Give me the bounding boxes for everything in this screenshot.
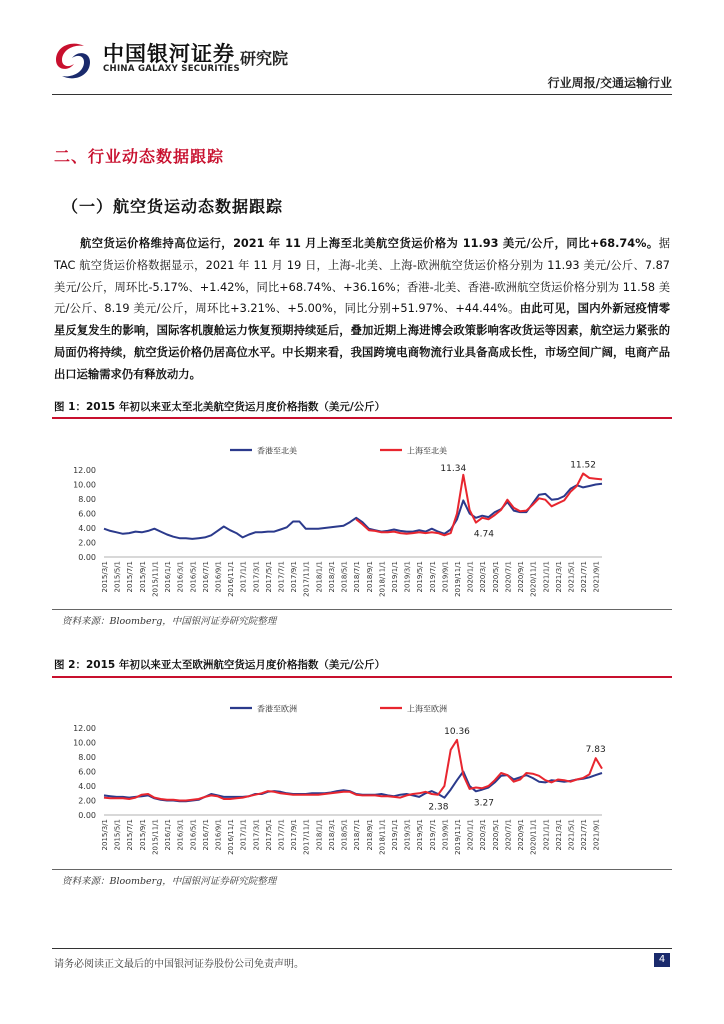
data-label: 10.36	[444, 726, 470, 737]
x-tick-label: 2018/7/1	[353, 561, 362, 593]
x-tick-label: 2019/1/1	[390, 819, 399, 851]
x-tick-label: 2017/11/1	[302, 819, 311, 855]
x-tick-label: 2020/3/1	[479, 561, 488, 593]
x-tick-label: 2018/11/1	[378, 561, 387, 597]
x-tick-label: 2017/3/1	[252, 561, 261, 593]
x-tick-label: 2021/1/1	[542, 561, 551, 593]
y-tick-label: 0.00	[78, 811, 96, 820]
x-tick-label: 2020/7/1	[504, 819, 513, 851]
series-line-2	[104, 740, 602, 801]
x-tick-label: 2020/1/1	[466, 819, 475, 851]
paragraph-body: 据 TAC 航空货运价格数据显示，2021 年 11 月 19 日，上海-北美、上海-欧洲航空货运价格分别为 11.93 美元/公斤、7.87 美元/公斤，周环比-5.17%、+1.42%，同比+68.74%、+36.16%；香港-北美、香港-欧洲航空货运价格分别为 11.58 美元/公斤、8.19 美元/公斤，周环比+3.21%、+5.00%，同比分别+51.97%、+44.44%。	[54, 237, 670, 316]
x-tick-label: 2015/5/1	[113, 561, 122, 593]
subsection-title: （一）航空货运动态数据跟踪	[62, 197, 284, 216]
x-tick-label: 2015/9/1	[138, 819, 147, 851]
figure1-top-rule	[52, 417, 672, 419]
x-tick-label: 2017/9/1	[290, 561, 299, 593]
legend-label-1: 香港至欧洲	[257, 704, 297, 714]
y-tick-label: 2.00	[78, 538, 96, 548]
x-tick-label: 2017/5/1	[264, 819, 273, 851]
x-tick-label: 2016/7/1	[201, 561, 210, 593]
x-tick-label: 2016/7/1	[201, 819, 210, 851]
x-tick-label: 2017/9/1	[290, 819, 299, 851]
x-tick-label: 2018/5/1	[340, 561, 349, 593]
data-label: 7.83	[585, 745, 606, 756]
series-line-1	[104, 772, 602, 802]
x-tick-label: 2019/7/1	[428, 561, 437, 593]
x-tick-label: 2017/1/1	[239, 819, 248, 851]
legend-label-2: 上海至北美	[407, 446, 447, 456]
x-tick-label: 2019/11/1	[454, 819, 463, 855]
y-tick-label: 2.00	[78, 796, 96, 806]
legend-label-2: 上海至欧洲	[407, 704, 447, 714]
x-tick-label: 2019/3/1	[403, 819, 412, 851]
company-logo	[50, 38, 96, 84]
logo-english-name: CHINA GALAXY SECURITIES	[103, 64, 240, 74]
x-tick-label: 2018/7/1	[353, 819, 362, 851]
x-tick-label: 2019/3/1	[403, 561, 412, 593]
figure1-source-rule	[52, 609, 672, 610]
x-tick-label: 2017/7/1	[277, 819, 286, 851]
x-tick-label: 2017/3/1	[252, 819, 261, 851]
x-tick-label: 2018/3/1	[327, 561, 336, 593]
series-line-1	[104, 484, 602, 539]
x-tick-label: 2019/9/1	[441, 819, 450, 851]
x-tick-label: 2017/5/1	[264, 561, 273, 593]
x-tick-label: 2016/9/1	[214, 819, 223, 851]
x-tick-label: 2021/1/1	[542, 819, 551, 851]
logo-chinese-name: 中国银河证券	[103, 42, 235, 66]
y-tick-label: 4.00	[78, 782, 96, 791]
x-tick-label: 2020/7/1	[504, 561, 513, 593]
x-tick-label: 2015/3/1	[101, 561, 109, 593]
y-tick-label: 12.00	[73, 724, 96, 733]
figure1-source: 资料来源：Bloomberg，中国银河证券研究院整理	[62, 616, 277, 627]
body-paragraph	[54, 233, 670, 386]
y-tick-label: 6.00	[78, 509, 96, 519]
y-tick-label: 8.00	[78, 495, 96, 504]
x-tick-label: 2018/9/1	[365, 819, 374, 851]
x-tick-label: 2017/1/1	[239, 561, 248, 593]
x-tick-label: 2020/11/1	[529, 819, 538, 855]
data-label: 4.74	[473, 529, 494, 540]
x-tick-label: 2016/11/1	[227, 561, 236, 597]
x-tick-label: 2015/7/1	[126, 561, 135, 593]
figure2-source-rule	[52, 869, 672, 870]
x-tick-label: 2015/11/1	[151, 819, 160, 855]
x-tick-label: 2018/1/1	[315, 561, 324, 593]
x-tick-label: 2021/7/1	[580, 561, 589, 593]
x-tick-label: 2015/7/1	[126, 819, 135, 851]
x-tick-label: 2016/3/1	[176, 819, 185, 851]
x-tick-label: 2021/5/1	[567, 819, 576, 851]
galaxy-logo-icon	[50, 38, 96, 84]
data-label: 11.34	[440, 463, 467, 474]
x-tick-label: 2020/9/1	[517, 561, 526, 593]
data-label: 2.38	[428, 802, 449, 813]
y-tick-label: 0.00	[78, 553, 96, 562]
paragraph-conclusion: 由此可见，国内外新冠疫情零星反复发生的影响，国际客机腹舱运力恢复预期持续延后，叠加近期上海进博会政策影响客改货运等因素，航空运力紧张的局面仍将持续，航空货运价格仍居高位水平。中长期来看，我国跨境电商物流行业具备高成长性，市场空间广阔，电商产品出口运输需求仍有释放动力。	[54, 302, 670, 381]
y-tick-label: 10.00	[73, 480, 96, 490]
x-tick-label: 2016/1/1	[164, 561, 173, 593]
x-tick-label: 2016/3/1	[176, 561, 185, 593]
x-tick-label: 2020/5/1	[491, 819, 500, 851]
x-tick-label: 2018/9/1	[365, 561, 374, 593]
x-tick-label: 2017/7/1	[277, 561, 286, 593]
x-tick-label: 2021/9/1	[592, 819, 601, 851]
x-tick-label: 2020/1/1	[466, 561, 475, 593]
figure1-title: 图 1：2015 年初以来亚太至北美航空货运月度价格指数（美元/公斤）	[54, 401, 386, 413]
x-tick-label: 2018/11/1	[378, 819, 387, 855]
y-tick-label: 8.00	[78, 753, 96, 762]
figure2-source: 资料来源：Bloomberg，中国银河证券研究院整理	[62, 876, 277, 887]
x-tick-label: 2021/7/1	[580, 819, 589, 851]
x-tick-label: 2020/9/1	[517, 819, 526, 851]
x-tick-label: 2016/5/1	[189, 819, 198, 851]
x-tick-label: 2019/5/1	[416, 819, 425, 851]
x-tick-label: 2019/7/1	[428, 819, 437, 851]
series-line-2	[356, 474, 602, 536]
institute-name: 研究院	[240, 49, 289, 68]
x-tick-label: 2021/5/1	[567, 561, 576, 593]
x-tick-label: 2021/3/1	[554, 819, 563, 851]
x-tick-label: 2019/11/1	[454, 561, 463, 597]
paragraph-lead: 航空货运价格维持高位运行，2021 年 11 月上海至北美航空货运价格为 11.93 美元/公斤，同比+68.74%。	[80, 237, 659, 250]
x-tick-label: 2016/5/1	[189, 561, 198, 593]
x-tick-label: 2020/5/1	[491, 561, 500, 593]
section-title: 二、行业动态数据跟踪	[54, 147, 225, 166]
x-tick-label: 2015/11/1	[151, 561, 160, 597]
x-tick-label: 2018/1/1	[315, 819, 324, 851]
figure1-chart	[52, 436, 672, 606]
y-tick-label: 6.00	[78, 767, 96, 777]
x-tick-label: 2019/5/1	[416, 561, 425, 593]
x-tick-label: 2021/3/1	[554, 561, 563, 593]
x-tick-label: 2019/9/1	[441, 561, 450, 593]
footer-divider	[52, 948, 672, 949]
x-tick-label: 2016/9/1	[214, 561, 223, 593]
x-tick-label: 2015/9/1	[138, 561, 147, 593]
x-tick-label: 2016/1/1	[164, 819, 173, 851]
y-tick-label: 12.00	[73, 466, 96, 475]
x-tick-label: 2021/9/1	[592, 561, 601, 593]
x-tick-label: 2020/3/1	[479, 819, 488, 851]
data-label: 3.27	[473, 798, 494, 809]
page-number: 4	[654, 953, 670, 967]
data-label: 11.52	[570, 460, 596, 471]
header-divider	[52, 94, 672, 95]
x-tick-label: 2016/11/1	[227, 819, 236, 855]
figure2-chart	[52, 694, 672, 866]
x-tick-label: 2020/11/1	[529, 561, 538, 597]
legend-label-1: 香港至北美	[257, 446, 297, 456]
x-tick-label: 2019/1/1	[390, 561, 399, 593]
x-tick-label: 2018/5/1	[340, 819, 349, 851]
y-tick-label: 4.00	[78, 524, 96, 533]
figure2-title: 图 2：2015 年初以来亚太至欧洲航空货运月度价格指数（美元/公斤）	[54, 659, 386, 671]
report-type: 行业周报/交通运输行业	[547, 76, 672, 90]
x-tick-label: 2015/5/1	[113, 819, 122, 851]
x-tick-label: 2015/3/1	[101, 819, 109, 851]
y-tick-label: 10.00	[73, 738, 96, 748]
footer-disclaimer: 请务必阅读正文最后的中国银河证券股份公司免责声明。	[54, 959, 304, 970]
x-tick-label: 2017/11/1	[302, 561, 311, 597]
figure2-top-rule	[52, 676, 672, 678]
x-tick-label: 2018/3/1	[327, 819, 336, 851]
